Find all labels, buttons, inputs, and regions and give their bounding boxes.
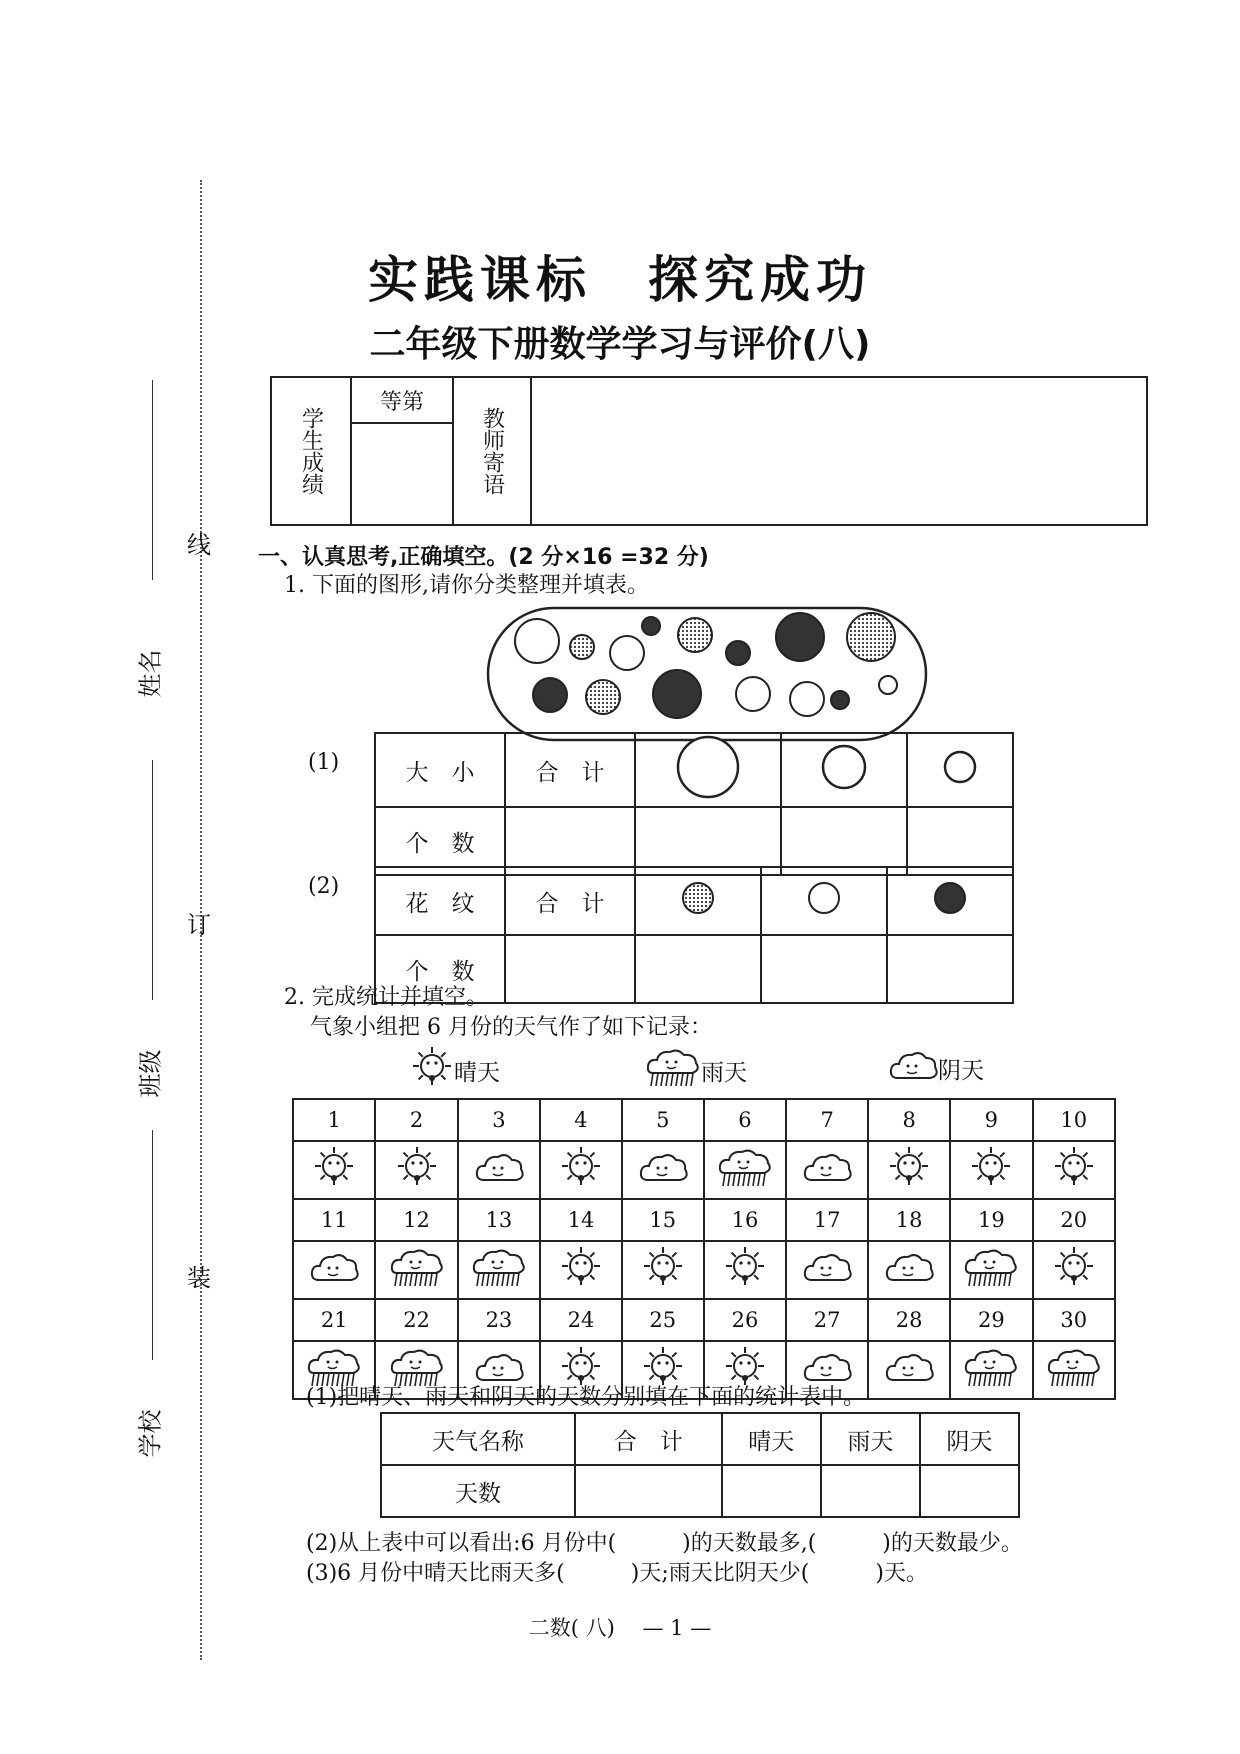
large-count-field[interactable] — [635, 807, 781, 875]
shape-circle — [879, 676, 897, 694]
stat-cloudy-field[interactable] — [920, 1465, 1019, 1517]
q2-intro: 气象小组把 6 月份的天气作了如下记录： — [310, 1015, 712, 1040]
shape-circle — [533, 678, 567, 712]
shape-circle — [653, 670, 701, 718]
grade-label: 等第 — [351, 377, 453, 423]
legend-cloudy — [888, 1046, 984, 1090]
day-number: 30 — [1033, 1299, 1115, 1341]
rain-cloud-icon — [704, 1141, 786, 1199]
shape-circle — [776, 613, 824, 661]
weather-record-table — [292, 1098, 1116, 1400]
black-count-field[interactable] — [887, 935, 1013, 1003]
day-number: 28 — [868, 1299, 950, 1341]
day-number: 9 — [950, 1099, 1032, 1141]
table1-label: (1) — [308, 750, 340, 775]
day-number: 1 — [293, 1099, 375, 1141]
size-count-label: 个 数 — [375, 807, 505, 875]
day-number: 22 — [375, 1299, 457, 1341]
day-number: 15 — [622, 1199, 704, 1241]
cloud-icon — [786, 1241, 868, 1299]
sun-icon — [622, 1241, 704, 1299]
weather-stat-table — [380, 1412, 1020, 1518]
small-circle-icon — [907, 733, 1013, 807]
shape-circle — [515, 619, 559, 663]
white-circle-icon — [761, 867, 887, 935]
shape-circle — [570, 635, 594, 659]
legend-sunny — [410, 1046, 500, 1094]
grade-field[interactable] — [351, 423, 453, 525]
sun-icon — [375, 1141, 457, 1199]
day-number: 10 — [1033, 1099, 1115, 1141]
binding-char-ding: 订 — [187, 911, 211, 939]
small-count-field[interactable] — [907, 807, 1013, 875]
cloud-icon — [293, 1241, 375, 1299]
shape-circle — [831, 691, 849, 709]
day-number: 14 — [540, 1199, 622, 1241]
rain-cloud-icon — [645, 1046, 701, 1094]
pattern-total-header: 合 计 — [505, 867, 635, 935]
legend-cloudy-label: 阴天 — [938, 1057, 984, 1084]
day-number: 25 — [622, 1299, 704, 1341]
shape-circle — [610, 636, 644, 670]
class-underline — [152, 760, 153, 1000]
shape-circle — [790, 682, 824, 716]
shape-circle — [736, 677, 770, 711]
name-underline — [152, 380, 153, 580]
cloud-icon — [888, 1046, 938, 1090]
day-number: 11 — [293, 1199, 375, 1241]
cloud-icon — [868, 1241, 950, 1299]
page-footer: 二数( 八) — 1 — — [528, 1616, 712, 1640]
sun-icon — [704, 1241, 786, 1299]
page-subtitle: 二年级下册数学学习与评价(八) — [369, 324, 871, 365]
day-number: 20 — [1033, 1199, 1115, 1241]
day-number: 26 — [704, 1299, 786, 1341]
pattern-count-label: 个 数 — [375, 935, 505, 1003]
stat-total-field[interactable] — [575, 1465, 722, 1517]
q1-text: 1. 下面的图形,请你分类整理并填表。 — [284, 573, 649, 598]
rain-cloud-icon — [950, 1241, 1032, 1299]
medium-count-field[interactable] — [781, 807, 907, 875]
cloud-icon — [458, 1141, 540, 1199]
shape-circle — [726, 641, 750, 665]
shape-circle — [586, 680, 620, 714]
sun-icon — [410, 1046, 454, 1094]
shape-circle — [642, 617, 660, 635]
shapes-capsule — [485, 605, 930, 743]
binding-char-xian: 线 — [187, 531, 211, 559]
sun-icon — [1033, 1141, 1115, 1199]
sun-icon — [950, 1141, 1032, 1199]
day-number: 8 — [868, 1099, 950, 1141]
day-number: 7 — [786, 1099, 868, 1141]
rain-cloud-icon — [375, 1241, 457, 1299]
size-table — [374, 732, 1014, 876]
pattern-header: 花 纹 — [375, 867, 505, 935]
day-weather-row — [293, 1241, 1115, 1299]
day-number: 21 — [293, 1299, 375, 1341]
day-number: 29 — [950, 1299, 1032, 1341]
score-box — [270, 376, 1148, 526]
q2-sub1: (1)把晴天、雨天和阴天的天数分别填在下面的统计表中。 — [306, 1385, 866, 1410]
legend-rainy-label: 雨天 — [701, 1059, 747, 1086]
stat-row-label: 天数 — [381, 1465, 575, 1517]
day-number: 16 — [704, 1199, 786, 1241]
legend-rainy — [645, 1046, 747, 1094]
day-number: 13 — [458, 1199, 540, 1241]
school-underline — [152, 1130, 153, 1360]
sun-icon — [293, 1141, 375, 1199]
rain-cloud-icon — [458, 1241, 540, 1299]
day-number-row — [293, 1299, 1115, 1341]
stat-rainy-field[interactable] — [821, 1465, 920, 1517]
medium-circle-icon — [781, 733, 907, 807]
day-number: 2 — [375, 1099, 457, 1141]
day-weather-row — [293, 1141, 1115, 1199]
shape-circle — [678, 618, 712, 652]
sun-icon — [540, 1241, 622, 1299]
day-number-row — [293, 1099, 1115, 1141]
day-number: 19 — [950, 1199, 1032, 1241]
day-number-row — [293, 1199, 1115, 1241]
page-title: 实践课标 探究成功 — [368, 250, 872, 309]
shape-circle — [847, 613, 895, 661]
day-number: 17 — [786, 1199, 868, 1241]
stat-header-rainy: 雨天 — [821, 1413, 920, 1465]
size-total-field[interactable] — [505, 807, 635, 875]
teacher-comment-field[interactable] — [531, 377, 1147, 525]
name-label: 姓名 — [136, 649, 165, 698]
q2-text: 2. 完成统计并填空。 — [284, 985, 488, 1010]
white-count-field[interactable] — [761, 935, 887, 1003]
cloud-icon — [786, 1141, 868, 1199]
table2-label: (2) — [308, 874, 340, 899]
class-label: 班级 — [136, 1049, 165, 1098]
dotted-count-field[interactable] — [635, 935, 761, 1003]
pattern-total-field[interactable] — [505, 935, 635, 1003]
day-number: 27 — [786, 1299, 868, 1341]
day-number: 24 — [540, 1299, 622, 1341]
stat-header-sunny: 晴天 — [722, 1413, 821, 1465]
q2-sub3: (3)6 月份中晴天比雨天多( )天;雨天比阴天少( )天。 — [306, 1561, 928, 1586]
sun-icon — [868, 1141, 950, 1199]
black-circle-icon — [887, 867, 1013, 935]
day-number: 4 — [540, 1099, 622, 1141]
binding-char-zhuang: 装 — [187, 1264, 211, 1292]
q2-sub2: (2)从上表中可以看出:6 月份中( )的天数最多,( )的天数最少。 — [306, 1531, 1023, 1556]
large-circle-icon — [635, 733, 781, 807]
day-number: 12 — [375, 1199, 457, 1241]
cloud-icon — [868, 1341, 950, 1399]
rain-cloud-icon — [1033, 1341, 1115, 1399]
sun-icon — [1033, 1241, 1115, 1299]
day-number: 6 — [704, 1099, 786, 1141]
day-number: 5 — [622, 1099, 704, 1141]
rain-cloud-icon — [950, 1341, 1032, 1399]
teacher-comment-label: 教师寄语 — [453, 377, 531, 525]
school-label: 学校 — [136, 1409, 165, 1458]
dotted-circle-icon — [635, 867, 761, 935]
size-header: 大 小 — [375, 733, 505, 807]
stat-header-cloudy: 阴天 — [920, 1413, 1019, 1465]
stat-sunny-field[interactable] — [722, 1465, 821, 1517]
size-total-header: 合 计 — [505, 733, 635, 807]
section1-heading: 一、认真思考,正确填空。(2 分×16 =32 分) — [258, 545, 709, 570]
legend-sunny-label: 晴天 — [454, 1059, 500, 1086]
sun-icon — [540, 1141, 622, 1199]
cloud-icon — [622, 1141, 704, 1199]
day-number: 3 — [458, 1099, 540, 1141]
stat-header-name: 天气名称 — [381, 1413, 575, 1465]
day-number: 18 — [868, 1199, 950, 1241]
stat-header-total: 合 计 — [575, 1413, 722, 1465]
day-number: 23 — [458, 1299, 540, 1341]
student-score-label: 学生成绩 — [271, 377, 351, 525]
